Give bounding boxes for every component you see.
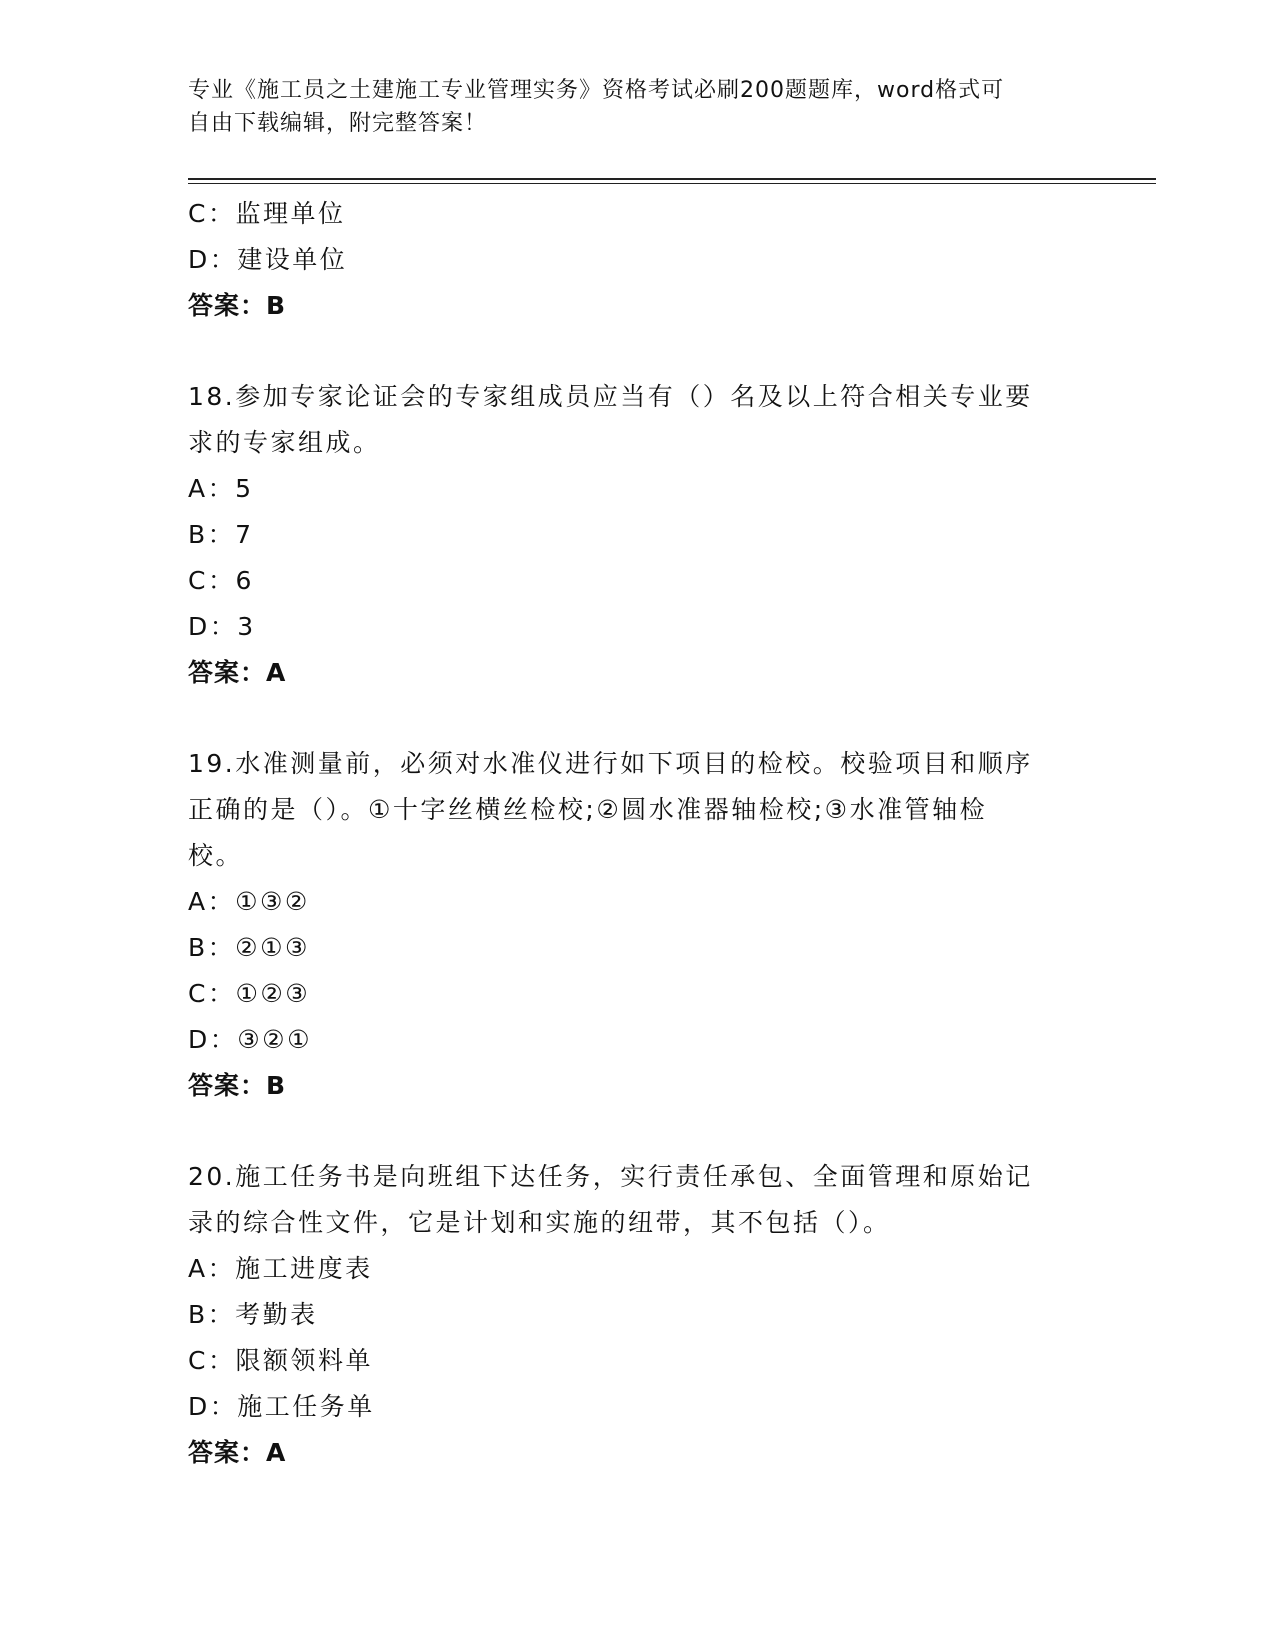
question-stem: 正确的是（）。①十字丝横丝检校;②圆水准器轴检校;③水准管轴检: [188, 795, 988, 824]
option-c: C：监理单位: [188, 199, 346, 228]
header-line-1: 专业《施工员之土建施工专业管理实务》资格考试必刷200题题库，word格式可: [188, 78, 1005, 103]
document-header: [188, 74, 1088, 140]
option-b: B：考勤表: [188, 1300, 318, 1329]
question-stem: 20.施工任务书是向班组下达任务，实行责任承包、全面管理和原始记: [188, 1162, 1033, 1191]
option-a: A：①③②: [188, 887, 310, 916]
question-19: [188, 741, 1088, 1109]
option-c: C：①②③: [188, 979, 311, 1008]
option-b: B：7: [188, 520, 254, 549]
option-c: C：6: [188, 566, 254, 595]
header-divider: [188, 178, 1156, 180]
option-d: D：3: [188, 612, 256, 641]
question-20: [188, 1154, 1088, 1476]
answer: 答案：A: [188, 658, 287, 687]
question-stem: 录的综合性文件，它是计划和实施的纽带，其不包括（）。: [188, 1208, 891, 1237]
option-d: D：施工任务单: [188, 1392, 375, 1421]
option-a: A：5: [188, 474, 254, 503]
option-d: D：建设单位: [188, 245, 348, 274]
question-stem: 19.水准测量前，必须对水准仪进行如下项目的检校。校验项目和顺序: [188, 749, 1033, 778]
question-17-continuation: [188, 191, 1088, 329]
question-list: [188, 191, 1088, 1476]
option-b: B：②①③: [188, 933, 310, 962]
question-stem: 求的专家组成。: [188, 428, 381, 457]
question-18: [188, 374, 1088, 696]
header-divider-thin: [188, 183, 1156, 184]
option-c: C：限额领料单: [188, 1346, 373, 1375]
answer: 答案：B: [188, 1071, 287, 1100]
answer: 答案：B: [188, 291, 287, 320]
question-stem: 校。: [188, 841, 244, 870]
header-line-2: 自由下载编辑，附完整答案！: [188, 111, 488, 136]
answer: 答案：A: [188, 1438, 287, 1467]
option-d: D：③②①: [188, 1025, 312, 1054]
option-a: A：施工进度表: [188, 1254, 373, 1283]
question-stem: 18.参加专家论证会的专家组成员应当有（）名及以上符合相关专业要: [188, 382, 1033, 411]
